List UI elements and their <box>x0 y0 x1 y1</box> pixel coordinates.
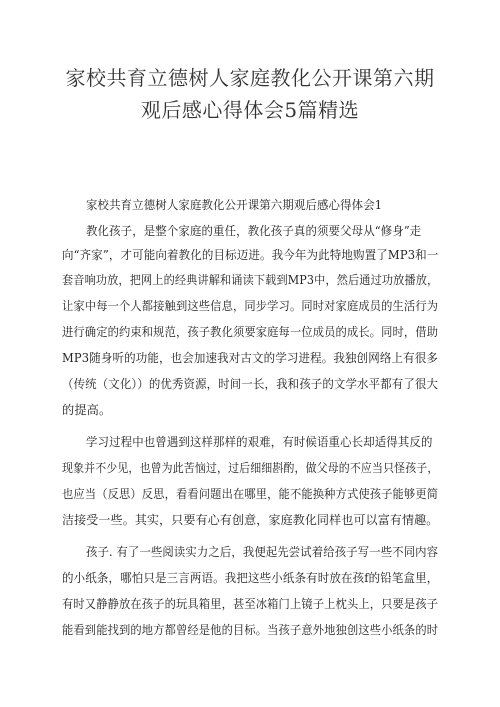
paragraph-line: （传统（文化））的优秀资源，时间一长，我和孩子的文学水平都有了很大 <box>62 377 439 391</box>
paragraph-line: MP3随身听的功能，也会加速我对古文的学习进程。我独创网络上有很多 <box>62 351 439 365</box>
paragraph-line: 套音响功放，把网上的经典讲解和诵读下载到MP3中，然后通过功放播放， <box>62 273 439 287</box>
paragraph-line: 有时又静静放在孩子的玩具箱里，甚至冰箱门上镜子上枕头上，只要是孩子 <box>62 597 439 611</box>
paragraph-line: 让家中每一个人都接触到这些信息，同步学习。同时对家庭成员的生活行为 <box>62 299 439 313</box>
paragraph-line: 洁接受一些。其实，只要有心有创意，家庭教化同样也可以富有情趣。 <box>62 513 439 527</box>
section-heading: 家校共育立德树人家庭教化公开课第六期观后感心得体会1 <box>86 198 383 212</box>
paragraph-line: 能看到能找到的地方都曾经是他的目标。当孩子意外地独创这些小纸条的时 <box>62 623 439 637</box>
paragraph-line: 向“齐家”，才可能向着教化的目标迈进。我今年为此特地购置了MP3和一 <box>62 248 439 262</box>
paragraph-line: 学习过程中也曾遇到这样那样的艰难，有时候语重心长却适得其反的 <box>86 435 433 449</box>
paragraph-line: 也应当（反思）反思，看看问题出在哪里，能不能换种方式使孩子能够更简 <box>62 487 439 501</box>
paragraph-line: 进行确定的约束和规范，孩子教化须要家庭每一位成员的成长。同时，借助 <box>62 325 439 339</box>
paragraph-line: 的小纸条，哪怕只是三言两语。我把这些小纸条有时放在孩f的铅笔盒里， <box>62 571 439 585</box>
paragraph-line: 的提高。 <box>62 403 112 417</box>
document-title-line-1: 家校共育立德树人家庭教化公开课第六期 <box>65 66 435 90</box>
paragraph-line: 现象并不少见，也曾为此苦恼过，过后细细斟酌，做父母的不应当只怪孩子， <box>62 461 439 475</box>
paragraph-line: 教化孩子，是整个家庭的重任，教化孩子真的须要父母从“修身”走 <box>86 224 422 238</box>
document-title-line-2: 观后感心得体会5篇精选 <box>140 98 360 122</box>
paragraph-line: 孩子. 有了一些阅读实力之后，我便起先尝试着给孩子写一些不同内容 <box>86 545 439 559</box>
